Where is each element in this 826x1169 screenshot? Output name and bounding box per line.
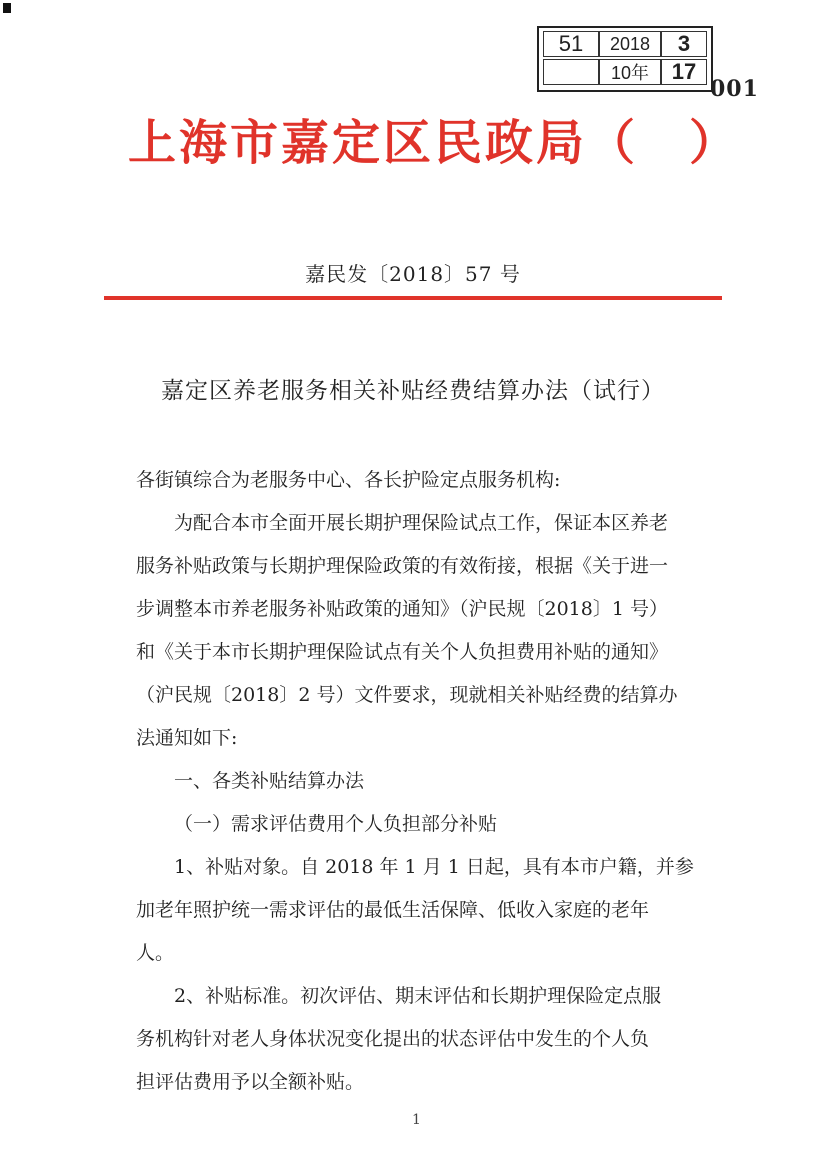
item1-line: 人。 bbox=[136, 942, 175, 964]
item1-line: 1、补贴对象。自 2018 年 1 月 1 日起，具有本市户籍，并参 bbox=[174, 856, 694, 878]
page-number: 1 bbox=[412, 1112, 421, 1128]
section-heading: 一、各类补贴结算办法 bbox=[174, 770, 365, 792]
item1-line: 加老年照护统一需求评估的最低生活保障、低收入家庭的老年 bbox=[136, 899, 650, 921]
paragraph-line: 和《关于本市长期护理保险试点有关个人负担费用补贴的通知》 bbox=[136, 641, 669, 663]
document-title: 嘉定区养老服务相关补贴经费结算办法（试行） bbox=[161, 378, 665, 404]
item2-line: 2、补贴标准。初次评估、期末评估和长期护理保险定点服 bbox=[174, 985, 662, 1007]
paragraph-line: 服务补贴政策与长期护理保险政策的有效衔接，根据《关于进一 bbox=[136, 555, 669, 577]
paragraph-line: 步调整本市养老服务补贴政策的通知》（沪民规〔2018〕1 号） bbox=[136, 598, 668, 620]
stamp-number: 51 bbox=[543, 31, 599, 57]
subsection-heading: （一）需求评估费用个人负担部分补贴 bbox=[174, 813, 498, 835]
item2-line: 担评估费用予以全额补贴。 bbox=[136, 1071, 365, 1093]
salutation: 各街镇综合为老服务中心、各长护险定点服务机构: bbox=[136, 469, 561, 491]
item2-line: 务机构针对老人身体状况变化提出的状态评估中发生的个人负 bbox=[136, 1028, 650, 1050]
scan-corner-mark bbox=[3, 3, 11, 13]
receipt-stamp bbox=[537, 26, 713, 92]
stamp-blank-cell bbox=[543, 59, 599, 85]
paragraph-line: 法通知如下: bbox=[136, 727, 238, 749]
issuing-organization-title: 上海市嘉定区民政局（ ） bbox=[128, 115, 741, 171]
red-header-rule bbox=[104, 296, 722, 300]
document-number: 嘉民发〔2018〕57 号 bbox=[305, 262, 521, 286]
serial-number: 001 bbox=[710, 76, 759, 102]
stamp-month: 10年 bbox=[599, 59, 661, 85]
stamp-day: 17 bbox=[661, 59, 707, 85]
paragraph-line: （沪民规〔2018〕2 号）文件要求，现就相关补贴经费的结算办 bbox=[136, 684, 678, 706]
paragraph-line: 为配合本市全面开展长期护理保险试点工作，保证本区养老 bbox=[174, 512, 669, 534]
stamp-year: 2018 bbox=[599, 31, 661, 57]
stamp-volume: 3 bbox=[661, 31, 707, 57]
